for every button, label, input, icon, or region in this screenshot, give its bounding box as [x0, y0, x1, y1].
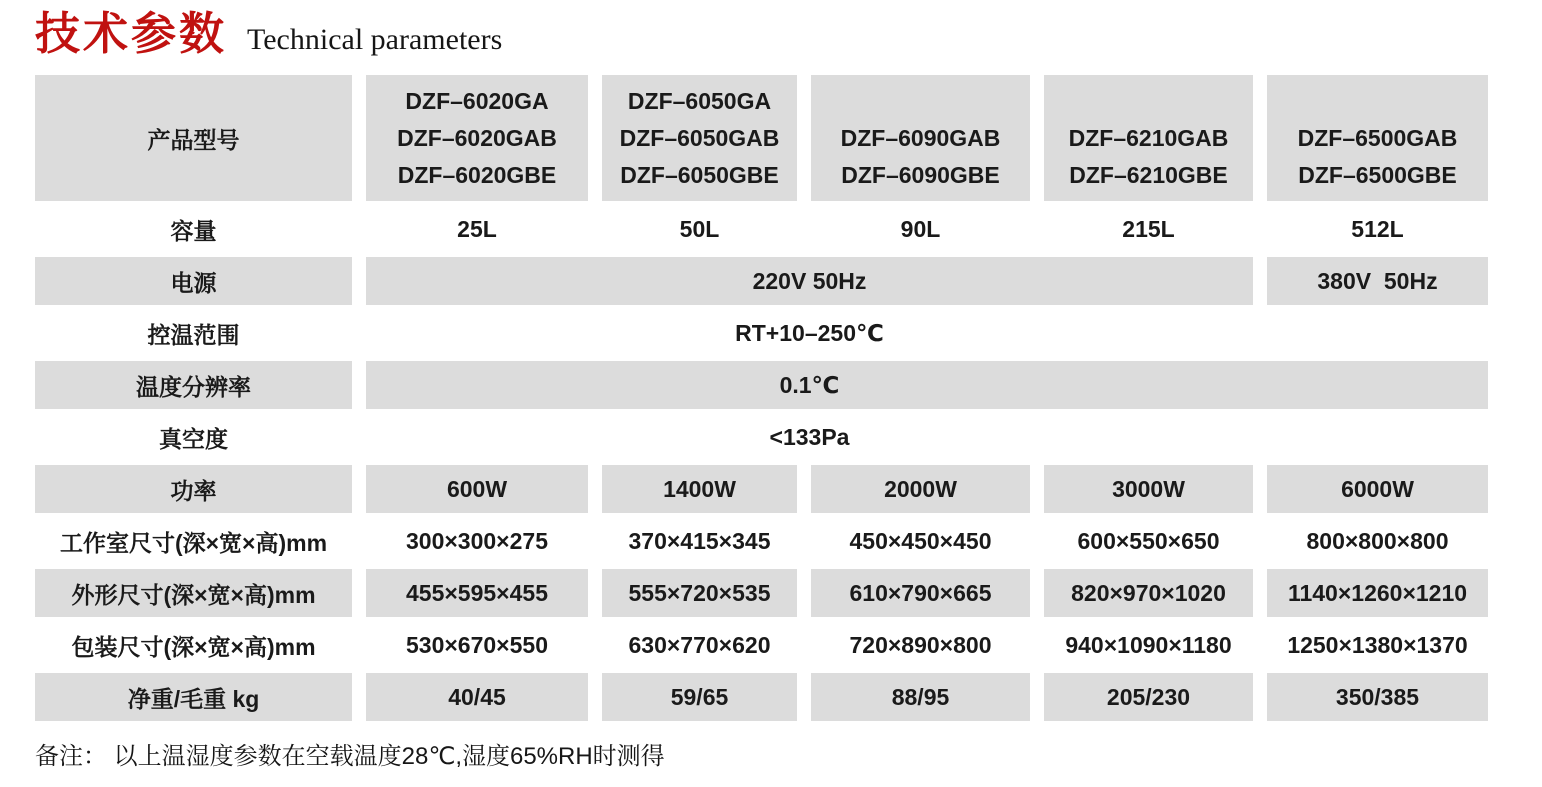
- row-label-cell: [35, 569, 352, 617]
- row-label: 工作室尺寸(深×宽×高)mm: [59, 529, 328, 556]
- model-name: DZF–6090GBE: [841, 162, 1000, 188]
- header-model-col-1: [366, 75, 588, 201]
- page-title: 技术参数: [35, 8, 228, 59]
- cell-value: 3000W: [1112, 475, 1185, 502]
- row-label: 电源: [170, 269, 217, 296]
- table-cell: [602, 517, 797, 565]
- row-label-cell: [35, 309, 352, 357]
- row-label: 容量: [170, 217, 217, 244]
- table-row-weight: [35, 673, 1488, 721]
- cell-value: 450×450×450: [849, 527, 992, 554]
- product-model-label: 产品型号: [147, 126, 240, 153]
- table-row-chamber-size: [35, 517, 1488, 565]
- model-name: DZF–6050GAB: [619, 125, 780, 151]
- footnote: 备注： 以上温湿度参数在空载温度28℃,湿度65%RH时测得: [35, 743, 665, 770]
- table-row-temperature-range: [35, 309, 1488, 357]
- row-label: 外形尺寸(深×宽×高)mm: [71, 581, 316, 608]
- table-cell: [811, 517, 1030, 565]
- row-label-cell: [35, 361, 352, 409]
- table-cell: [811, 569, 1030, 617]
- model-name: DZF–6210GAB: [1068, 125, 1229, 151]
- header-product-model-cell: [35, 75, 352, 201]
- cell-value: 90L: [900, 215, 941, 242]
- row-label-cell: [35, 465, 352, 513]
- table-row-power-supply: [35, 257, 1488, 305]
- table-cell: [811, 673, 1030, 721]
- row-label-cell: [35, 517, 352, 565]
- cell-value: 555×720×535: [628, 579, 771, 606]
- row-label: 控温范围: [147, 321, 240, 348]
- cell-value: 380V 50Hz: [1317, 267, 1438, 294]
- table-cell: [1044, 621, 1253, 669]
- technical-parameters-table: [35, 75, 1488, 721]
- table-row-package-size: [35, 621, 1488, 669]
- model-name: DZF–6050GA: [627, 88, 772, 114]
- table-cell: [1267, 621, 1488, 669]
- cell-value: 40/45: [448, 683, 506, 710]
- table-cell-span: [366, 309, 1488, 357]
- table-cell: [602, 569, 797, 617]
- model-name: DZF–6090GAB: [840, 125, 1001, 151]
- cell-value: 220V 50Hz: [752, 267, 867, 294]
- row-label-cell: [35, 621, 352, 669]
- table-cell: [602, 465, 797, 513]
- model-name: DZF–6500GAB: [1297, 125, 1458, 151]
- row-label-cell: [35, 205, 352, 253]
- table-cell: [1044, 465, 1253, 513]
- table-cell: [1267, 205, 1488, 253]
- cell-value: 25L: [457, 215, 497, 242]
- cell-value: RT+10–250℃: [735, 319, 884, 346]
- table-row-capacity: [35, 205, 1488, 253]
- cell-value: 800×800×800: [1306, 527, 1449, 554]
- cell-value: 88/95: [891, 683, 950, 710]
- cell-value: 630×770×620: [628, 631, 771, 658]
- table-cell: [602, 673, 797, 721]
- model-name: DZF–6020GAB: [397, 125, 557, 151]
- table-cell: [811, 465, 1030, 513]
- table-cell: [1267, 257, 1488, 305]
- model-name: DZF–6050GBE: [620, 162, 779, 188]
- table-cell: [1267, 569, 1488, 617]
- table-row-temperature-resolution: [35, 361, 1488, 409]
- cell-value: 610×790×665: [849, 579, 992, 606]
- model-name: DZF–6210GBE: [1069, 162, 1228, 188]
- cell-value: 215L: [1122, 215, 1175, 242]
- table-cell: [1044, 569, 1253, 617]
- cell-value: 820×970×1020: [1071, 579, 1226, 606]
- cell-value: 1400W: [663, 475, 736, 502]
- table-cell: [366, 673, 588, 721]
- header-model-col-5: [1267, 75, 1488, 201]
- cell-value: 300×300×275: [406, 527, 548, 554]
- table-header-row: [35, 75, 1488, 201]
- table-cell: [811, 205, 1030, 253]
- row-label-cell: [35, 257, 352, 305]
- cell-value: 600W: [446, 475, 508, 502]
- table-cell-span: [366, 257, 1253, 305]
- table-cell: [811, 621, 1030, 669]
- page-header: [35, 8, 502, 60]
- cell-value: 455×595×455: [406, 579, 548, 606]
- table-row-power: [35, 465, 1488, 513]
- table-cell: [602, 621, 797, 669]
- table-row-vacuum-degree: [35, 413, 1488, 461]
- model-name: DZF–6020GA: [405, 88, 549, 114]
- table-cell: [366, 465, 588, 513]
- header-model-col-2: [602, 75, 797, 201]
- row-label: 温度分辨率: [136, 373, 251, 400]
- cell-value: 2000W: [884, 475, 957, 502]
- model-name: DZF–6500GBE: [1298, 162, 1457, 188]
- cell-value: 6000W: [1341, 475, 1414, 502]
- table-cell-span: [366, 361, 1488, 409]
- header-model-col-3: [811, 75, 1030, 201]
- cell-value: 1250×1380×1370: [1287, 631, 1468, 658]
- table-cell: [366, 205, 588, 253]
- cell-value: 205/230: [1106, 683, 1191, 710]
- model-name: DZF–6020GBE: [397, 162, 557, 188]
- row-label: 净重/毛重 kg: [127, 685, 260, 712]
- table-cell: [1267, 517, 1488, 565]
- cell-value: 350/385: [1335, 683, 1420, 710]
- table-cell: [1267, 673, 1488, 721]
- row-label: 包装尺寸(深×宽×高)mm: [71, 633, 316, 660]
- table-row-overall-size: [35, 569, 1488, 617]
- row-label-cell: [35, 673, 352, 721]
- cell-value: 530×670×550: [406, 631, 548, 658]
- cell-value: 370×415×345: [628, 527, 771, 554]
- cell-value: 600×550×650: [1077, 527, 1220, 554]
- cell-value: 512L: [1351, 215, 1404, 242]
- table-cell: [366, 621, 588, 669]
- table-cell: [1044, 517, 1253, 565]
- page-subtitle: Technical parameters: [247, 23, 503, 56]
- row-label: 功率: [170, 477, 217, 504]
- header-model-col-4: [1044, 75, 1253, 201]
- table-cell-span: [366, 413, 1488, 461]
- cell-value: 1140×1260×1210: [1287, 579, 1468, 606]
- row-label: 真空度: [159, 425, 228, 452]
- table-cell: [366, 517, 588, 565]
- table-cell: [366, 569, 588, 617]
- cell-value: 940×1090×1180: [1065, 631, 1232, 658]
- table-cell: [1267, 465, 1488, 513]
- table-cell: [1044, 205, 1253, 253]
- cell-value: <133Pa: [769, 423, 850, 450]
- row-label-cell: [35, 413, 352, 461]
- cell-value: 720×890×800: [849, 631, 992, 658]
- cell-value: 50L: [679, 215, 720, 242]
- cell-value: 59/65: [670, 683, 729, 710]
- cell-value: 0.1℃: [779, 371, 840, 398]
- table-cell: [602, 205, 797, 253]
- table-cell: [1044, 673, 1253, 721]
